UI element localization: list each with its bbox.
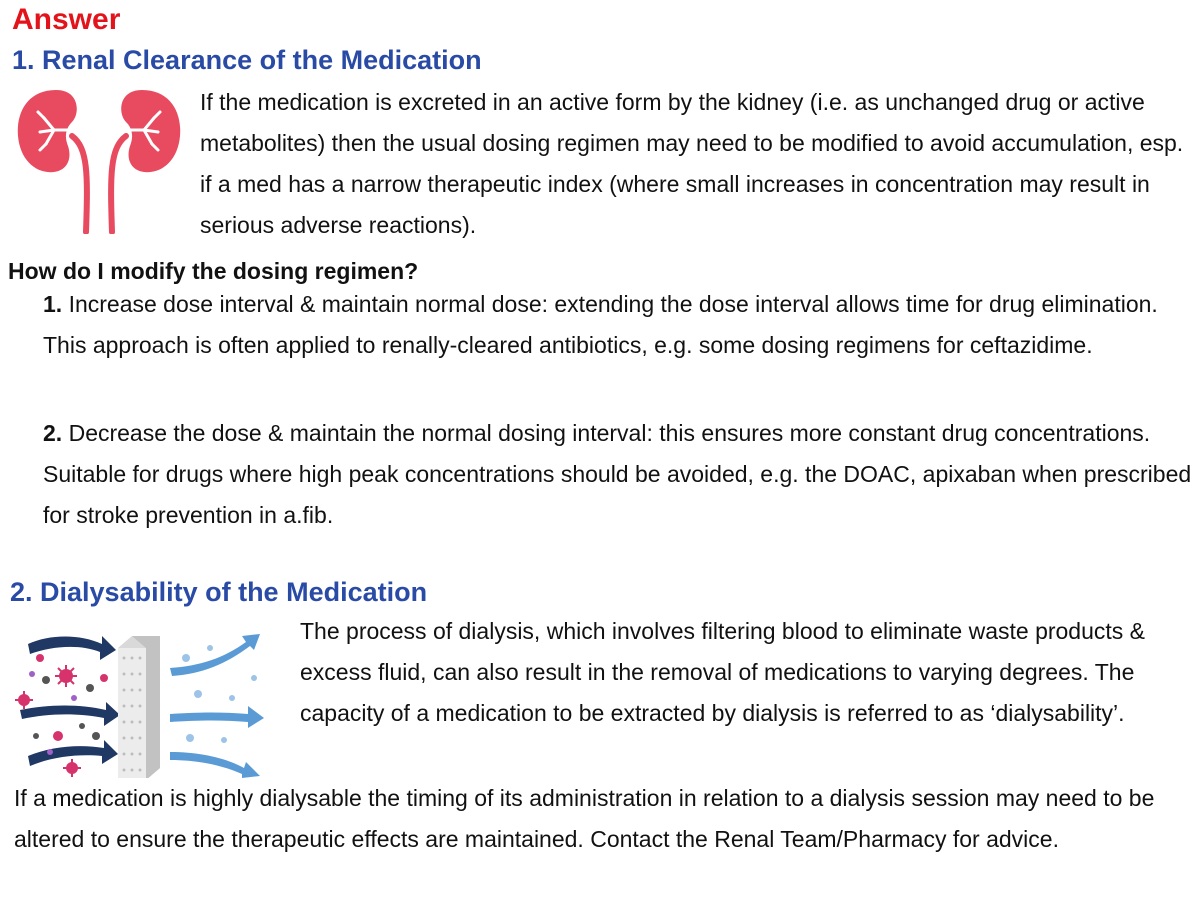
dialysis-advice: If a medication is highly dialysable the timing of its administration in relation to a dialysis session may need to be altered to ensure the therapeutic effects are maintained. Contact the Renal Team/Pharmacy for advice. — [14, 785, 1155, 852]
section-2-title: 2. Dialysability of the Medication — [10, 577, 428, 607]
dialysis-filter-icon — [10, 618, 280, 778]
option-1-text: Increase dose interval & maintain normal dose: extending the dose interval allows time for drug elimination. This approach is often applied to renally-cleared antibiotics, e.g. some dosing regimens for ceftazidime. — [43, 291, 1158, 358]
dosing-option-1 — [43, 284, 1193, 366]
option-1-number: 1. — [43, 291, 63, 317]
section-1-intro: If the medication is excreted in an active form by the kidney (i.e. as unchanged drug or active metabolites) then the usual dosing regimen may need to be modified to avoid accumulation, esp. if a med has a narrow therapeutic index (where small increases in concentration may result in serious adverse reactions). — [200, 89, 1184, 238]
answer-heading: Answer — [12, 3, 121, 36]
option-2-number: 2. — [43, 420, 63, 446]
kidneys-icon — [14, 84, 184, 234]
option-2-text: Decrease the dose & maintain the normal dosing interval: this ensures more constant drug concentrations. Suitable for drugs where high peak concentrations should be avoided, e.g. the DOAC, apixaban when prescribed for stroke prevention in a.fib. — [43, 420, 1192, 528]
dosing-question: How do I modify the dosing regimen? — [8, 258, 419, 284]
dosing-option-2 — [43, 413, 1193, 536]
section-1-title: 1. Renal Clearance of the Medication — [12, 45, 482, 75]
section-2-intro: The process of dialysis, which involves filtering blood to eliminate waste products & excess fluid, can also result in the removal of medications to varying degrees. The capacity of a medication to be extracted by dialysis is referred to as ‘dialysability’. — [300, 618, 1146, 726]
